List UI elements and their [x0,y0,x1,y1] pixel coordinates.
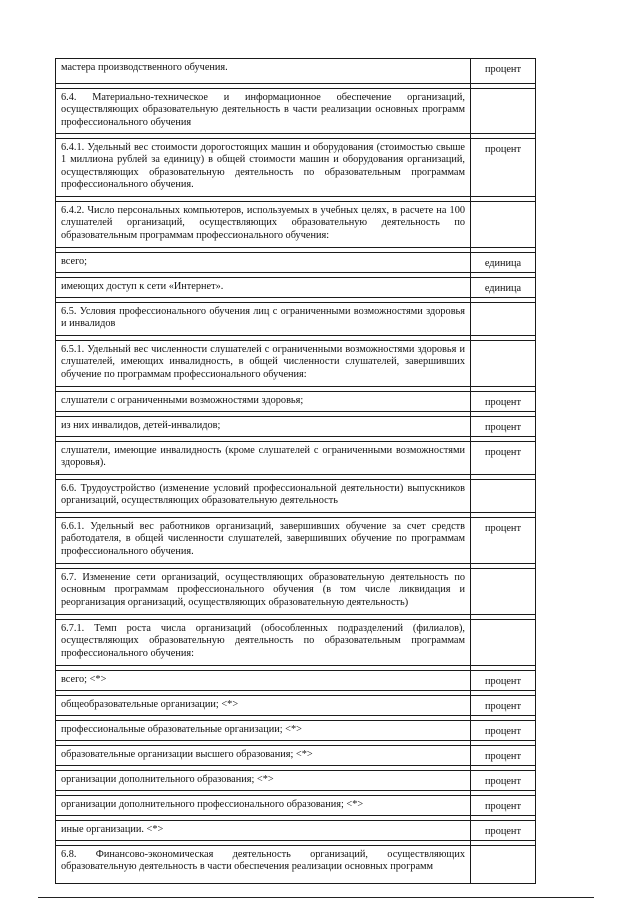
indicator-text: имеющих доступ к сети «Интернет». [56,278,471,298]
unit-cell: процент [471,139,536,197]
unit-cell [471,569,536,615]
table-row [56,846,536,884]
unit-cell: процент [471,746,536,766]
indicator-text: общеобразовательные организации; <*> [56,696,471,716]
table-row [56,671,536,691]
indicator-text: 6.6.1. Удельный вес работников организаций, завершивших обучение за счет средств работодателя, в общей численности слушателей, завершивших обучение по программам профессионального обучения. [56,518,471,564]
indicator-table [55,58,536,884]
unit-cell: единица [471,278,536,298]
indicator-text: 6.7. Изменение сети организаций, осуществляющих образовательную деятельность по основным программам профессионального обучения (в том числе ликвидация и реорганизация организаций, осуществляющих образовательную деятельность) [56,569,471,615]
table-row [56,303,536,336]
indicator-text: организации дополнительного образования; <*> [56,771,471,791]
table-row [56,392,536,412]
unit-cell [471,202,536,248]
indicator-text: слушатели, имеющие инвалидность (кроме слушателей с ограниченными возможностями здоровья). [56,442,471,475]
unit-cell: процент [471,417,536,437]
unit-cell: процент [471,671,536,691]
table-row [56,89,536,134]
table-row [56,569,536,615]
unit-cell: процент [471,771,536,791]
unit-cell [471,620,536,666]
indicator-text: 6.7.1. Темп роста числа организаций (обособленных подразделений (филиалов), осуществляющих образовательную деятельность по образовательным программам профессионального обучения: [56,620,471,666]
table-row [56,746,536,766]
unit-cell: единица [471,253,536,273]
indicator-text: слушатели с ограниченными возможностями здоровья; [56,392,471,412]
unit-cell [471,303,536,336]
indicator-text: 6.5. Условия профессионального обучения лиц с ограниченными возможностями здоровья и инвалидов [56,303,471,336]
unit-cell: процент [471,392,536,412]
table-row [56,139,536,197]
indicator-text: 6.6. Трудоустройство (изменение условий профессиональной деятельности) выпускников организаций, осуществляющих образовательную деятельность [56,480,471,513]
unit-cell: процент [471,796,536,816]
table-row [56,253,536,273]
unit-cell [471,846,536,884]
page-bottom-rule [38,897,594,898]
indicator-text: из них инвалидов, детей-инвалидов; [56,417,471,437]
indicator-text: образовательные организации высшего образования; <*> [56,746,471,766]
table-row [56,59,536,84]
indicator-text: всего; <*> [56,671,471,691]
unit-cell: процент [471,721,536,741]
table-row [56,721,536,741]
indicator-text: всего; [56,253,471,273]
table-row [56,796,536,816]
indicator-text: 6.4.1. Удельный вес стоимости дорогостоящих машин и оборудования (стоимостью свыше 1 миллиона рублей за единицу) в общей стоимости машин и оборудования организаций, осуществляющих образовательную деятельность по образовательным программам профессионального обучения. [56,139,471,197]
table-row [56,417,536,437]
indicator-text: 6.8. Финансово-экономическая деятельность организаций, осуществляющих образовательную деятельность в части обеспечения реализации основных программ [56,846,471,884]
unit-cell [471,341,536,387]
unit-cell [471,480,536,513]
indicator-text: 6.4. Материально-техническое и информационное обеспечение организаций, осуществляющих образовательную деятельность в части реализации основных программ профессионального обучения [56,89,471,134]
unit-cell: процент [471,442,536,475]
table-row [56,821,536,841]
table-row [56,202,536,248]
table-row [56,341,536,387]
table-row [56,771,536,791]
table-row [56,442,536,475]
indicator-text: 6.5.1. Удельный вес численности слушателей с ограниченными возможностями здоровья и слушателей, имеющих инвалидность, в общей численности слушателей, завершивших обучение по программам профессионального обучения: [56,341,471,387]
indicator-text: иные организации. <*> [56,821,471,841]
indicator-text: мастера производственного обучения. [56,59,471,84]
indicator-text: 6.4.2. Число персональных компьютеров, используемых в учебных целях, в расчете на 100 слушателей организаций, осуществляющих образовательную деятельность по образовательным программам профессионального обучения: [56,202,471,248]
table-row [56,696,536,716]
table-row [56,620,536,666]
unit-cell: процент [471,696,536,716]
indicator-text: профессиональные образовательные организации; <*> [56,721,471,741]
table-row [56,278,536,298]
indicator-text: организации дополнительного профессионального образования; <*> [56,796,471,816]
unit-cell [471,89,536,134]
indicator-table-body [56,59,536,884]
unit-cell: процент [471,821,536,841]
table-row [56,480,536,513]
unit-cell: процент [471,518,536,564]
table-row [56,518,536,564]
unit-cell: процент [471,59,536,84]
